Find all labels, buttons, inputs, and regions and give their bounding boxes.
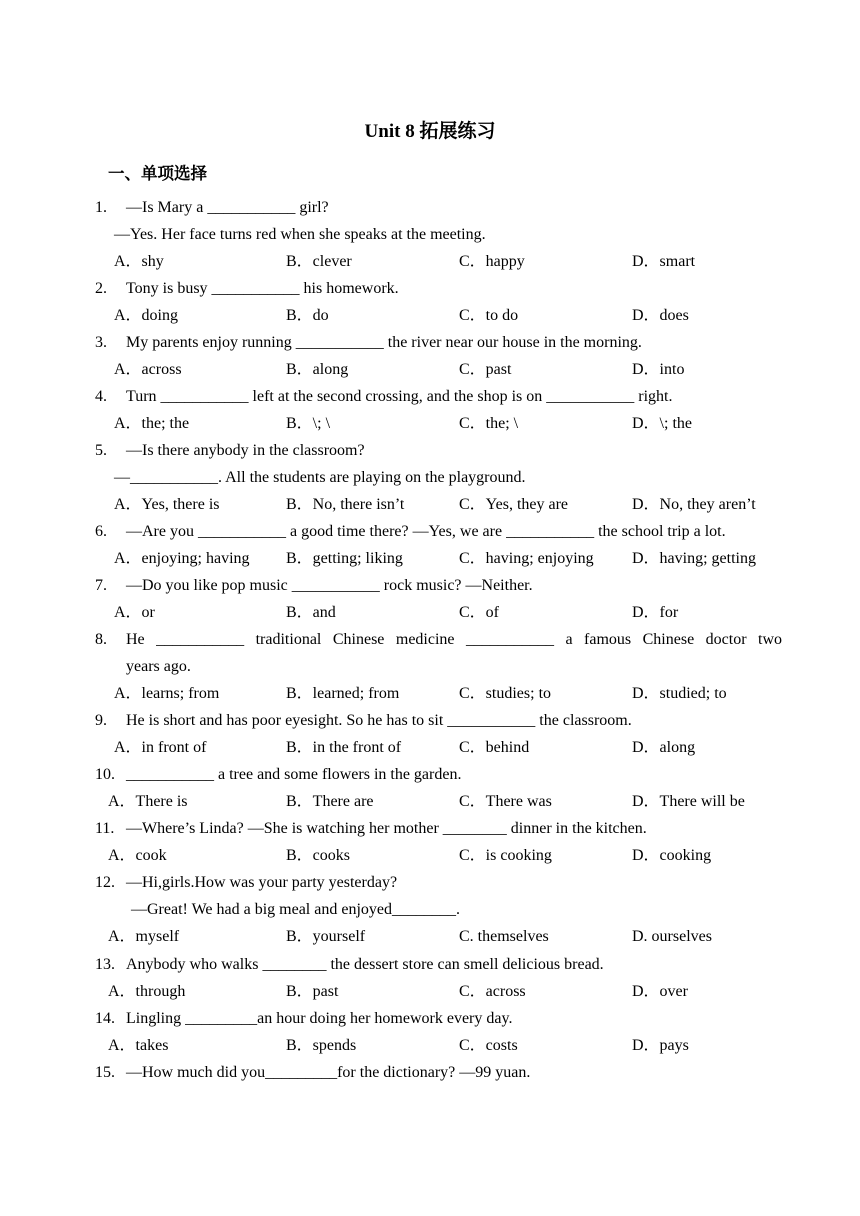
option-d: D. ourselves [632, 928, 712, 945]
question-4 [0, 385, 860, 409]
option-a: A．shy [114, 253, 164, 270]
question-stem: Turn ___________ left at the second crossing, and the shop is on ___________ right. [126, 388, 673, 405]
question-stem: —How much did you_________for the dictionary? —99 yuan. [126, 1064, 531, 1081]
page-title: Unit 8 拓展练习 [364, 121, 496, 142]
question-4-options [0, 412, 860, 436]
question-11 [0, 817, 860, 841]
option-c: C．the; \ [459, 415, 519, 432]
question-8 [0, 628, 860, 652]
option-b: B．along [286, 361, 349, 378]
section-heading: 一、单项选择 [108, 164, 207, 183]
option-a: A．cook [108, 847, 167, 864]
question-14-options [0, 1034, 860, 1058]
question-number: 9. [95, 712, 107, 729]
question-12-continuation [0, 898, 860, 922]
option-d: D．along [632, 739, 696, 756]
question-number: 13. [95, 956, 115, 973]
question-number: 7. [95, 577, 107, 594]
question-number: 14. [95, 1010, 115, 1027]
question-10 [0, 763, 860, 787]
option-b: B．clever [286, 253, 352, 270]
question-10-options [0, 790, 860, 814]
question-11-options [0, 844, 860, 868]
question-stem: —Is there anybody in the classroom? [126, 442, 365, 459]
option-a: A．learns; from [114, 685, 220, 702]
question-stem: —Are you ___________ a good time there? —Yes, we are ___________ the school trip a lot. [126, 523, 726, 540]
question-3 [0, 331, 860, 355]
option-a: A．Yes, there is [114, 496, 220, 513]
option-b: B．\; \ [286, 415, 331, 432]
question-7 [0, 574, 860, 598]
option-a: A．There is [108, 793, 188, 810]
option-c: C．past [459, 361, 512, 378]
option-c: C．to do [459, 307, 519, 324]
option-c: C. themselves [459, 928, 549, 945]
option-d: D．pays [632, 1037, 689, 1054]
option-c: C．There was [459, 793, 552, 810]
question-stem: He ___________ traditional Chinese medicine ___________ a famous Chinese doctor two [126, 631, 782, 648]
option-a: A．through [108, 983, 186, 1000]
question-5-options [0, 493, 860, 517]
option-c: C．Yes, they are [459, 496, 569, 513]
question-number: 6. [95, 523, 107, 540]
option-c: C．behind [459, 739, 530, 756]
option-b: B．past [286, 983, 339, 1000]
option-b: B．learned; from [286, 685, 400, 702]
option-a: A．in front of [114, 739, 207, 756]
option-b: B．spends [286, 1037, 357, 1054]
option-b: B．and [286, 604, 336, 621]
option-a: A．enjoying; having [114, 550, 250, 567]
option-c: C．is cooking [459, 847, 552, 864]
option-d: D．into [632, 361, 685, 378]
option-c: C．studies; to [459, 685, 552, 702]
question-15 [0, 1061, 860, 1085]
question-1-options [0, 250, 860, 274]
option-b: B．getting; liking [286, 550, 403, 567]
option-c: C．having; enjoying [459, 550, 594, 567]
question-7-options [0, 601, 860, 625]
option-a: A．or [114, 604, 155, 621]
question-1-continuation [0, 223, 860, 247]
option-d: D．studied; to [632, 685, 727, 702]
question-number: 11. [95, 820, 115, 837]
question-2 [0, 277, 860, 301]
option-c: C．of [459, 604, 500, 621]
question-1 [0, 196, 860, 220]
option-d: D．smart [632, 253, 696, 270]
question-6 [0, 520, 860, 544]
option-b: B．yourself [286, 928, 366, 945]
question-8-continuation [0, 655, 860, 679]
option-d: D．\; the [632, 415, 692, 432]
option-c: C．costs [459, 1037, 518, 1054]
option-b: B．in the front of [286, 739, 402, 756]
option-b: B．cooks [286, 847, 351, 864]
question-6-options [0, 547, 860, 571]
question-stem: —Where’s Linda? —She is watching her mother ________ dinner in the kitchen. [126, 820, 647, 837]
question-13-options [0, 980, 860, 1004]
option-d: D．No, they aren’t [632, 496, 756, 513]
question-stem: He is short and has poor eyesight. So he has to sit ___________ the classroom. [126, 712, 632, 729]
question-5 [0, 439, 860, 463]
option-d: D．for [632, 604, 679, 621]
option-d: D．does [632, 307, 689, 324]
question-stem-continued: —Yes. Her face turns red when she speaks at the meeting. [114, 226, 486, 243]
question-stem-continued: years ago. [126, 658, 191, 675]
question-8-options [0, 682, 860, 706]
question-3-options [0, 358, 860, 382]
option-b: B．No, there isn’t [286, 496, 405, 513]
question-number: 1. [95, 199, 107, 216]
question-stem: —Is Mary a ___________ girl? [126, 199, 329, 216]
question-number: 15. [95, 1064, 115, 1081]
question-9 [0, 709, 860, 733]
question-number: 5. [95, 442, 107, 459]
question-2-options [0, 304, 860, 328]
option-d: D．There will be [632, 793, 745, 810]
option-a: A．takes [108, 1037, 169, 1054]
question-stem-continued: —___________. All the students are playing on the playground. [114, 469, 526, 486]
option-c: C．across [459, 983, 526, 1000]
option-a: A．the; the [114, 415, 190, 432]
question-stem: Lingling _________an hour doing her homework every day. [126, 1010, 513, 1027]
question-stem: ___________ a tree and some flowers in the garden. [126, 766, 462, 783]
question-stem: —Do you like pop music ___________ rock music? —Neither. [126, 577, 533, 594]
question-number: 8. [95, 631, 107, 648]
option-c: C．happy [459, 253, 525, 270]
option-a: A．across [114, 361, 182, 378]
option-a: A．myself [108, 928, 180, 945]
option-d: D．having; getting [632, 550, 756, 567]
question-14 [0, 1007, 860, 1031]
question-number: 2. [95, 280, 107, 297]
option-a: A．doing [114, 307, 179, 324]
question-12-options [0, 925, 860, 949]
question-5-continuation [0, 466, 860, 490]
question-number: 3. [95, 334, 107, 351]
question-stem: Anybody who walks ________ the dessert store can smell delicious bread. [126, 956, 604, 973]
question-number: 12. [95, 874, 115, 891]
option-b: B．do [286, 307, 329, 324]
question-stem-continued: —Great! We had a big meal and enjoyed________. [131, 901, 460, 918]
question-number: 4. [95, 388, 107, 405]
question-number: 10. [95, 766, 115, 783]
option-d: D．cooking [632, 847, 712, 864]
option-b: B．There are [286, 793, 374, 810]
question-13 [0, 953, 860, 977]
option-d: D．over [632, 983, 688, 1000]
question-stem: My parents enjoy running ___________ the river near our house in the morning. [126, 334, 642, 351]
question-stem: —Hi,girls.How was your party yesterday? [126, 874, 398, 891]
question-9-options [0, 736, 860, 760]
question-stem: Tony is busy ___________ his homework. [126, 280, 399, 297]
question-12 [0, 871, 860, 895]
